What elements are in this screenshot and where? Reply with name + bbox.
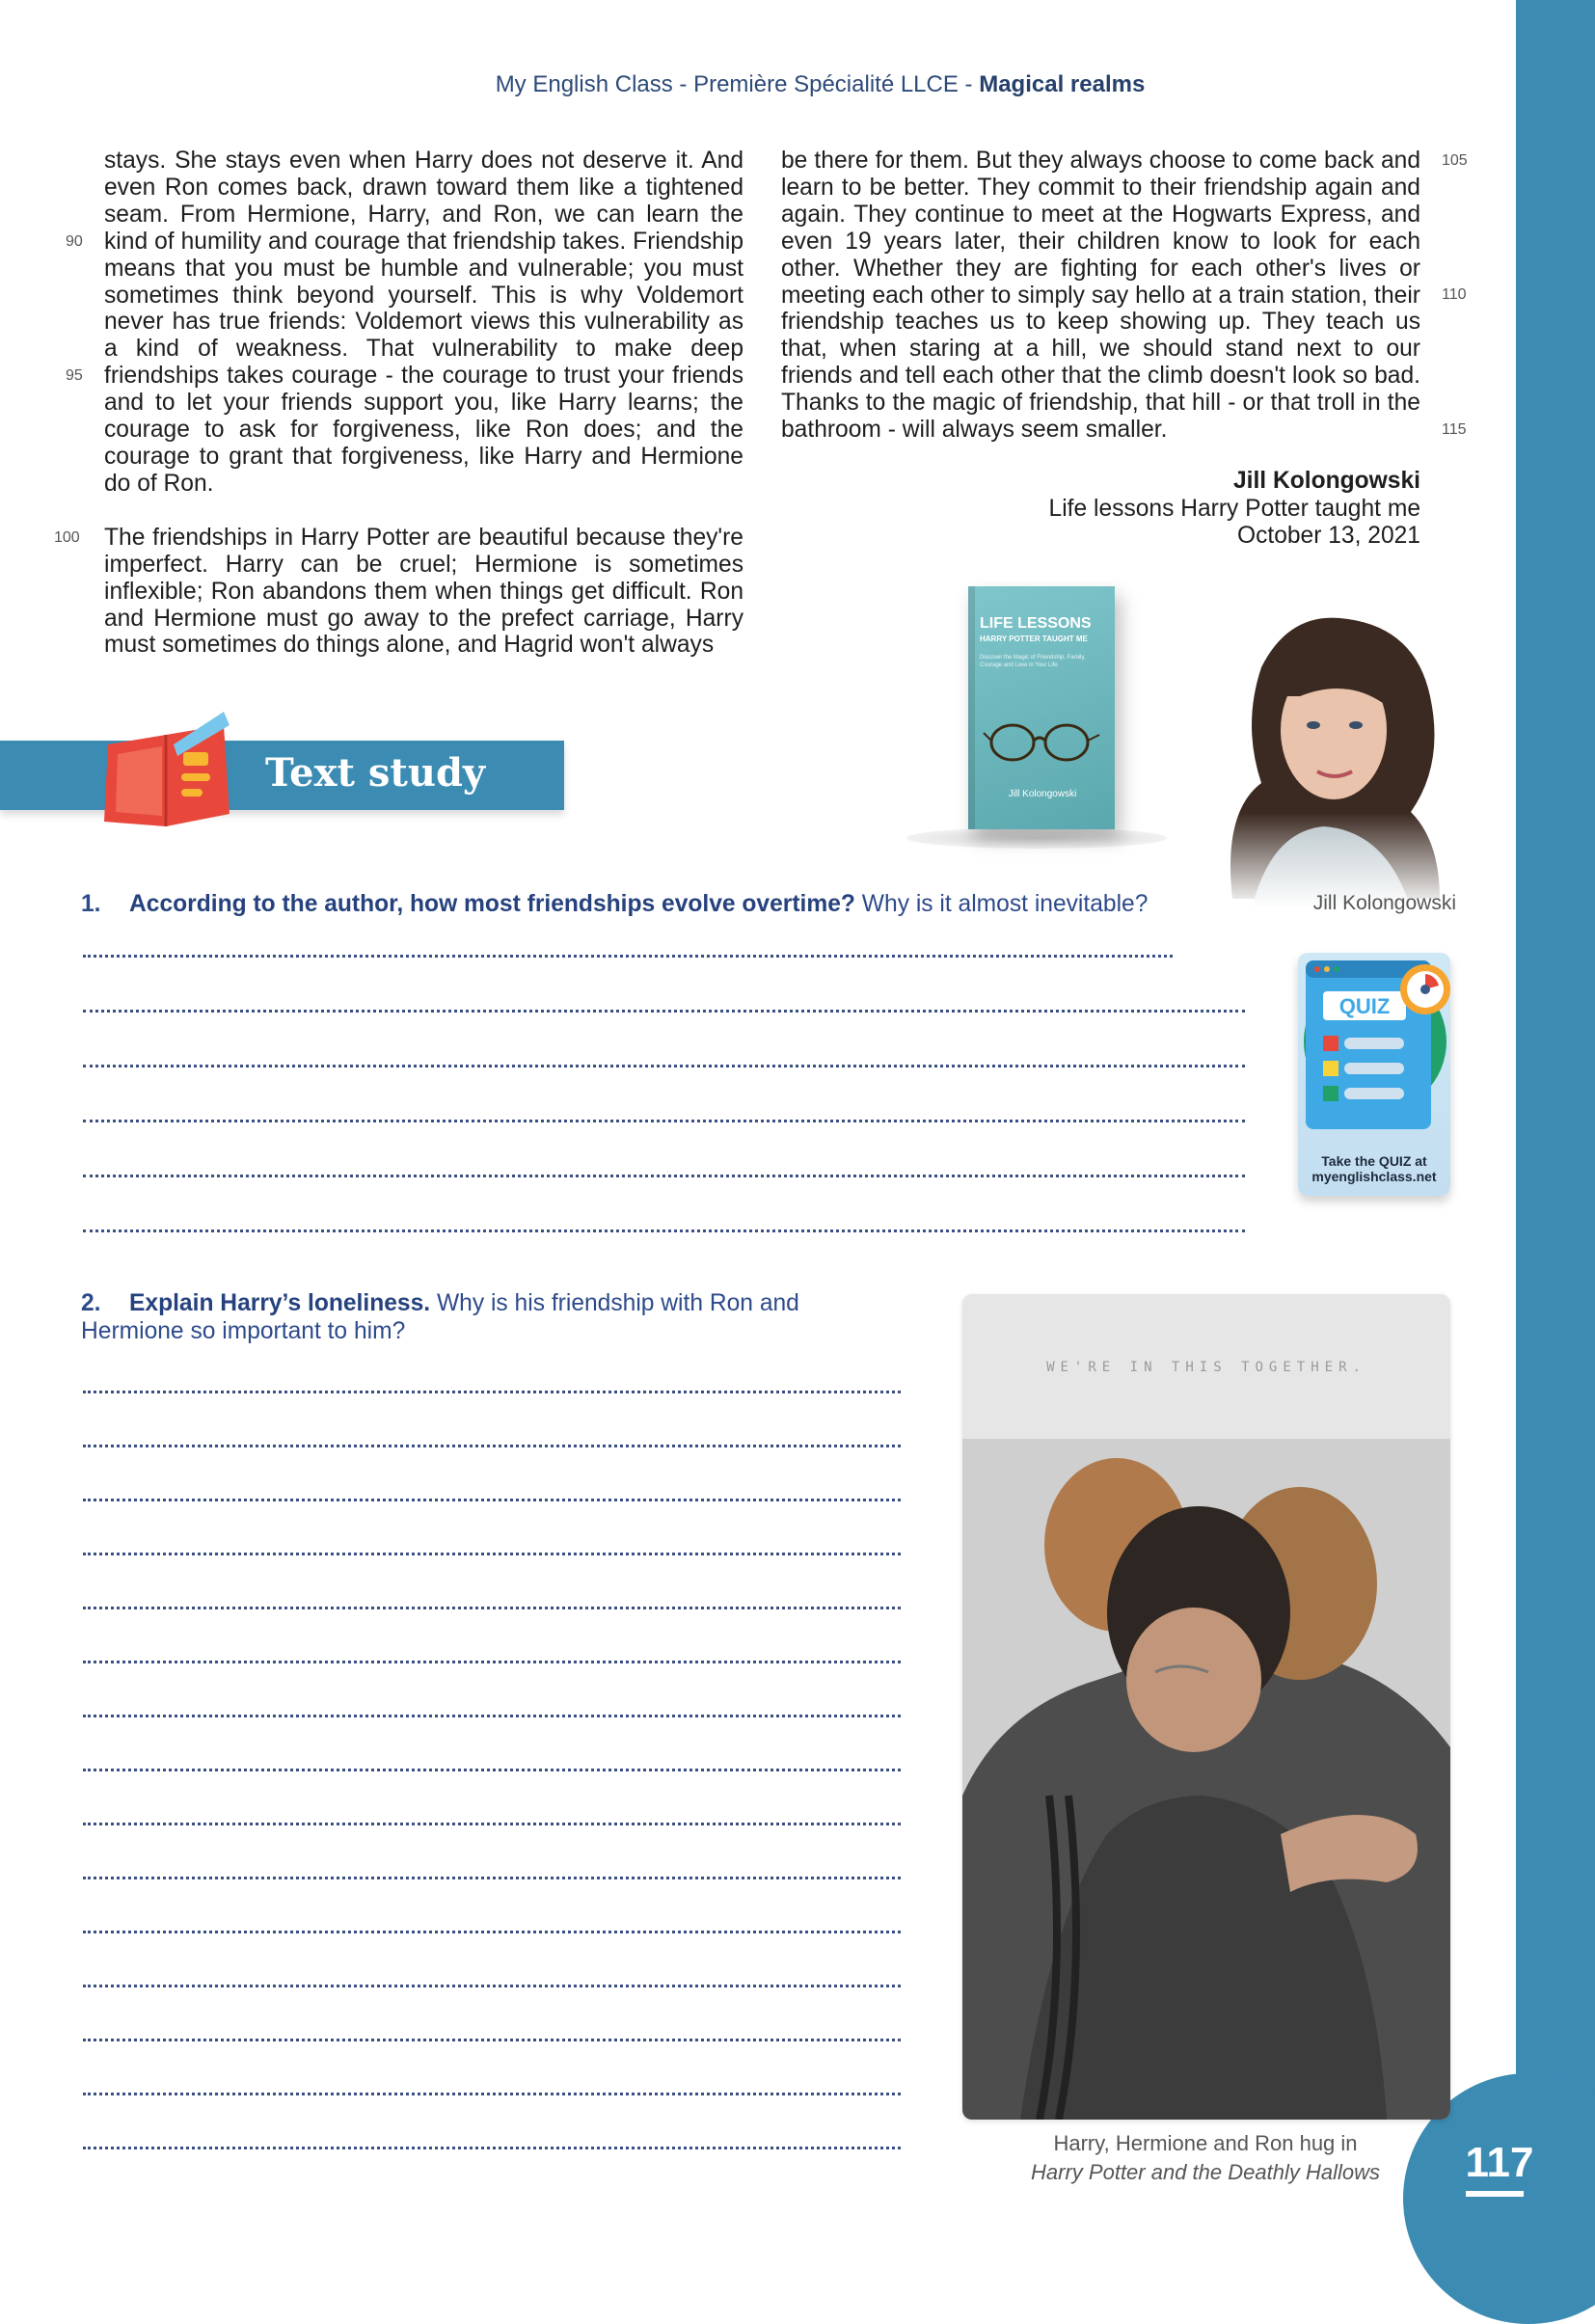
quiz-card[interactable] <box>1298 953 1450 1196</box>
glasses-icon <box>982 712 1101 770</box>
line-number: 115 <box>1442 421 1467 438</box>
answer-line[interactable] <box>83 1769 901 1771</box>
header-section: Magical realms <box>979 71 1146 97</box>
question-bold-text: Explain Harry’s loneliness. <box>129 1290 431 1316</box>
answer-line[interactable] <box>83 1120 1245 1122</box>
quiz-badge: QUIZ <box>1338 994 1391 1018</box>
article-paragraph: be there for them. But they always choose to come back and learn to be better. They commit to their friendship again and again. They continue to meet at the Hogwarts Express, and even 19 years later, their children know to look for each other. Whether they are fighting for each other's lives or meeting each other to simply say hello at a train station, their friendship teaches us to keep showing up. They teach us that, when staring at a hill, we should stand next to our friends and tell each other that the climb doesn't look so bad. Thanks to the magic of friendship, that hill - or that troll in the bathroom - will always seem smaller. <box>781 148 1420 444</box>
signature-date: October 13, 2021 <box>1236 523 1420 549</box>
answer-line[interactable] <box>83 1661 901 1663</box>
signature-author: Jill Kolongowski <box>1232 468 1420 494</box>
line-number: 95 <box>66 367 83 384</box>
answer-line[interactable] <box>83 1553 901 1555</box>
answer-line[interactable] <box>83 2039 901 2041</box>
book-subtitle: HARRY POTTER TAUGHT ME <box>980 635 1088 643</box>
quiz-call-to-action <box>1298 1153 1450 1184</box>
answer-line[interactable] <box>83 1499 901 1501</box>
answer-line[interactable] <box>83 1931 901 1933</box>
answer-line[interactable] <box>83 1823 901 1825</box>
answer-line[interactable] <box>83 1065 1245 1067</box>
text-study-title: Text study <box>265 750 486 796</box>
article-paragraph: stays. She stays even when Harry does not deserve it. And even Ron comes back, drawn toward them like a tightened seam. From Hermione, Harry, and Ron, we can learn the kind of humility and courage that friendship takes. Friendship means that you must be humble and vulnerable; you must sometimes think beyond yourself. This is why Voldemort never has true friends: Voldemort views this vulnerability as a kind of weakness. That vulnerability to make deep friendships takes courage - the courage to trust your friends and to let your friends support you, like Harry learns; the courage to ask for forgiveness, like Ron does; and the courage to grant that forgiveness, like Harry and Hermione do of Ron. <box>104 148 743 497</box>
article-right-column <box>781 148 1420 444</box>
page-number: 117 <box>1465 2139 1534 2186</box>
line-number: 105 <box>1442 152 1468 169</box>
answer-line[interactable] <box>83 1877 901 1879</box>
answer-line[interactable] <box>83 1715 901 1717</box>
answer-line[interactable] <box>83 1010 1245 1013</box>
question-2 <box>81 1289 891 1345</box>
article-paragraph: The friendships in Harry Potter are beautiful because they're imperfect. Harry can be cruel; Hermione is sometimes inflexible; Ron abandons them when things get difficult. Ron and Hermione must go away to the prefect carriage, Harry must sometimes do things alone, and Hagrid won't always <box>104 524 743 659</box>
line-number: 90 <box>66 233 83 250</box>
photo-quote: WE'RE IN THIS TOGETHER. <box>1046 1360 1366 1375</box>
book-cover-image <box>968 586 1115 829</box>
question-number: 2. <box>81 1290 101 1316</box>
answer-line[interactable] <box>83 1445 901 1447</box>
right-side-band <box>1516 0 1595 2256</box>
line-number: 110 <box>1442 286 1467 303</box>
book-title: LIFE LESSONS <box>980 615 1092 632</box>
quiz-link[interactable]: myenglishclass.net <box>1311 1169 1437 1184</box>
quiz-icon <box>1298 953 1450 1150</box>
quiz-line-1: Take the QUIZ at <box>1321 1153 1427 1169</box>
answer-line[interactable] <box>83 1175 1245 1177</box>
line-number: 100 <box>54 529 80 546</box>
open-book-icon <box>89 706 243 831</box>
question-bold-text: According to the author, how most friendships evolve overtime? <box>129 891 855 917</box>
answer-line[interactable] <box>83 1985 901 1987</box>
running-header <box>0 71 1595 98</box>
answer-line[interactable] <box>83 1230 1245 1232</box>
answer-line[interactable] <box>83 1391 901 1393</box>
answer-line[interactable] <box>83 2147 901 2149</box>
book-shadow <box>906 827 1167 849</box>
book-spine <box>968 586 975 829</box>
movie-still-image <box>962 1294 1450 2120</box>
answer-line[interactable] <box>83 1607 901 1609</box>
answer-line[interactable] <box>83 955 1173 958</box>
article-left-column <box>104 148 743 659</box>
book-author: Jill Kolongowski <box>1008 789 1077 799</box>
header-prefix: My English Class - Première Spécialité LLCE - <box>495 71 980 97</box>
hug-photo-illustration <box>962 1294 1450 2120</box>
photo-caption-line-2: Harry Potter and the Deathly Hallows <box>1031 2160 1380 2184</box>
question-number: 1. <box>81 891 101 917</box>
question-text: Why is it almost inevitable? <box>854 891 1149 917</box>
photo-caption-line-1: Harry, Hermione and Ron hug in <box>1053 2131 1358 2155</box>
signature-source: Life lessons Harry Potter taught me <box>1048 496 1420 522</box>
book-tagline: Discover the Magic of Friendship, Family, Courage and Love in Your Life <box>980 655 1086 668</box>
portrait-caption: Jill Kolongowski <box>1312 892 1456 914</box>
answer-line[interactable] <box>83 2093 901 2095</box>
page-number-underline <box>1466 2191 1524 2197</box>
question-text: Why is his friendship with Ron and Hermione so important to him? <box>81 1290 799 1344</box>
question-1 <box>81 890 1238 918</box>
author-portrait-image <box>1194 590 1454 908</box>
